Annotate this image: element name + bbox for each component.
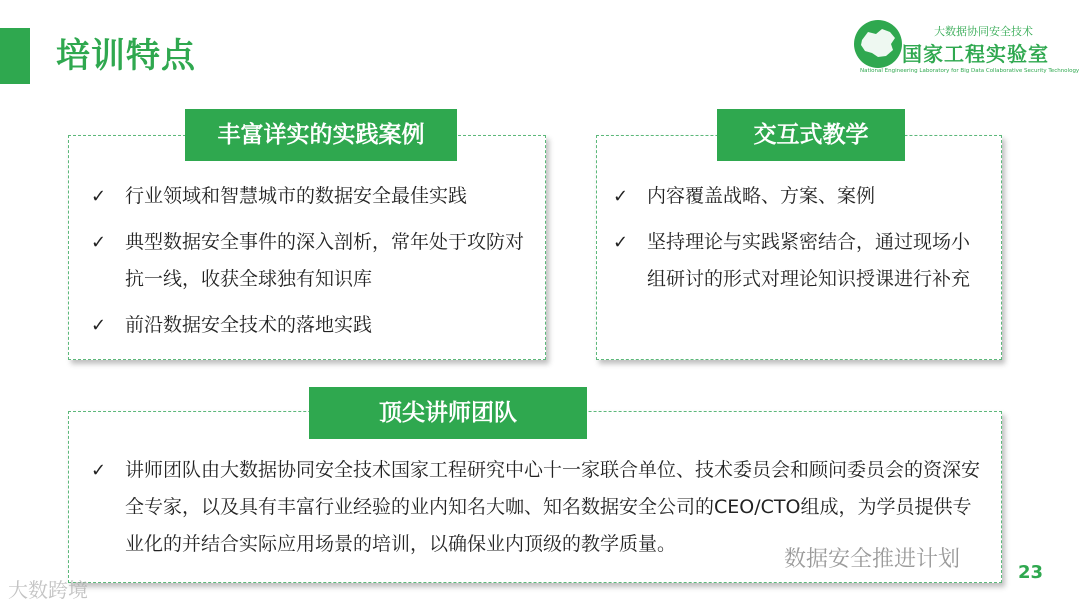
list-item-text: 典型数据安全事件的深入剖析，常年处于攻防对抗一线，收获全球独有知识库 bbox=[125, 231, 525, 290]
list-item-text: 内容覆盖战略、方案、案例 bbox=[647, 185, 876, 207]
practice-cases-list bbox=[91, 178, 531, 353]
list-item bbox=[91, 178, 531, 215]
practice-cases-header: 丰富详实的实践案例 bbox=[185, 109, 457, 161]
logo-sub-text: National Engineering Laboratory for Big Data Collaborative Security Technology bbox=[860, 68, 1080, 74]
interactive-teaching-box bbox=[596, 122, 1002, 360]
title-accent-bar bbox=[0, 28, 30, 84]
page-title: 培训特点 bbox=[56, 36, 196, 76]
interactive-teaching-header: 交互式教学 bbox=[717, 109, 905, 161]
lab-logo bbox=[854, 20, 1080, 80]
check-icon: ✓ bbox=[91, 315, 107, 336]
check-icon: ✓ bbox=[613, 186, 629, 207]
list-item-text: 前沿数据安全技术的落地实践 bbox=[125, 314, 373, 336]
check-icon: ✓ bbox=[613, 232, 629, 253]
logo-main-text: 国家工程实验室 bbox=[902, 42, 1049, 66]
source-watermark: 大数跨境 bbox=[8, 578, 88, 602]
check-icon: ✓ bbox=[91, 460, 107, 481]
check-icon: ✓ bbox=[91, 186, 107, 207]
list-item bbox=[613, 224, 983, 298]
list-item-text: 行业领域和智慧城市的数据安全最佳实践 bbox=[125, 185, 468, 207]
top-lecturers-header: 顶尖讲师团队 bbox=[309, 387, 587, 439]
list-item-text: 坚持理论与实践紧密结合，通过现场小组研讨的形式对理论知识授课进行补充 bbox=[647, 231, 971, 290]
wechat-watermark: 数据安全推进计划 bbox=[784, 547, 961, 572]
interactive-teaching-list bbox=[613, 178, 983, 307]
list-item bbox=[91, 307, 531, 344]
page-number: 23 bbox=[1018, 562, 1044, 583]
logo-top-text: 大数据协同安全技术 bbox=[934, 25, 1033, 38]
practice-cases-box bbox=[68, 122, 546, 360]
list-item bbox=[91, 224, 531, 298]
list-item bbox=[613, 178, 983, 215]
list-item-text: 讲师团队由大数据协同安全技术国家工程研究中心十一家联合单位、技术委员会和顾问委员会的资深安全专家，以及具有丰富行业经验的业内知名大咖、知名数据安全公司的CEO/CTO组成，为学员提供专业化的并结合实际应用场景的培训，以确保业内顶级的教学质量。 bbox=[125, 459, 981, 555]
china-map-icon bbox=[854, 20, 902, 68]
check-icon: ✓ bbox=[91, 232, 107, 253]
